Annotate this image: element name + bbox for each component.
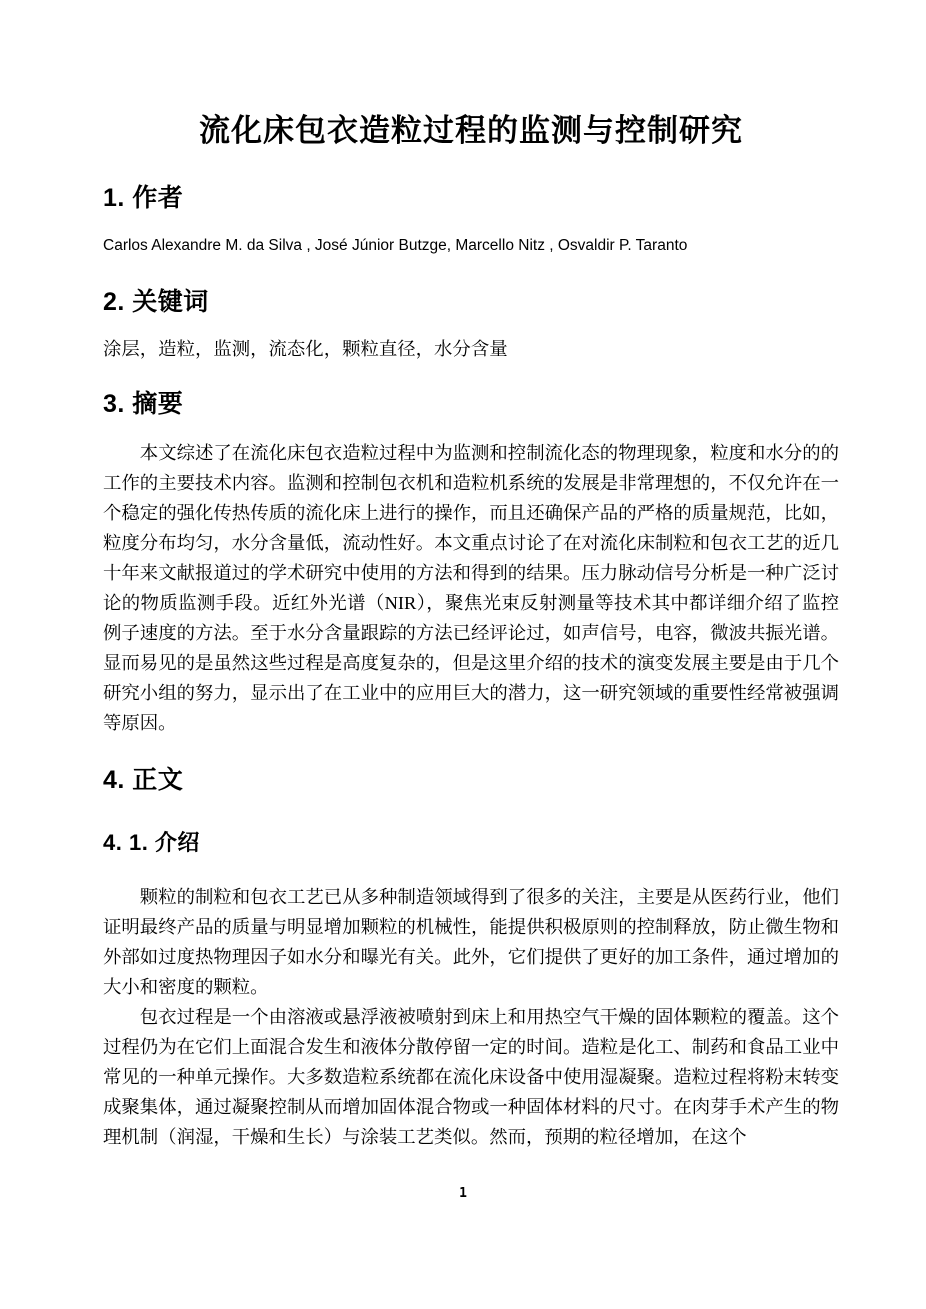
keywords-text: 涂层，造粒，监测，流态化，颗粒直径，水分含量 bbox=[103, 339, 508, 359]
heading-abstract: 3. 摘要 bbox=[103, 390, 184, 418]
authors-text: Carlos Alexandre M. da Silva , José Júnior Butzge, Marcello Nitz , Osvaldir P. Taranto bbox=[103, 237, 688, 254]
document-title: 流化床包衣造粒过程的监测与控制研究 bbox=[199, 113, 743, 148]
page-number: 1 bbox=[459, 1186, 467, 1201]
heading-main-text: 4. 正文 bbox=[103, 766, 184, 794]
heading-authors: 1. 作者 bbox=[103, 184, 184, 212]
abstract-paragraph: 本文综述了在流化床包衣造粒过程中为监测和控制流化态的物理现象，粒度和水分的的工作的主要技术内容。监测和控制包衣机和造粒机系统的发展是非常理想的，不仅允许在一个稳定的强化传热传质的流化床上进行的操作，而且还确保产品的严格的质量规范，比如，粒度分布均匀，水分含量低，流动性好。本文重点讨论了在对流化床制粒和包衣工艺的近几十年来文献报道过的学术研究中使用的方法和得到的结果。压力脉动信号分析是一种广泛讨论的物质监测手段。近红外光谱（NIR），聚焦光束反射测量等技术其中都详细介绍了监控例子速度的方法。至于水分含量跟踪的方法已经评论过，如声信号，电容，微波共振光谱。显而易见的是虽然这些过程是高度复杂的，但是这里介绍的技术的演变发展主要是由于几个研究小组的努力，显示出了在工业中的应用巨大的潜力，这一研究领域的重要性经常被强调等原因。 bbox=[103, 443, 839, 733]
heading-introduction: 4. 1. 介绍 bbox=[103, 830, 200, 855]
introduction-paragraph-1: 颗粒的制粒和包衣工艺已从多种制造领域得到了很多的关注，主要是从医药行业，他们证明最终产品的质量与明显增加颗粒的机械性，能提供积极原则的控制释放，防止微生物和外部如过度热物理因子如水分和曝光有关。此外，它们提供了更好的加工条件，通过增加的大小和密度的颗粒。 bbox=[103, 887, 839, 997]
introduction-paragraph-2: 包衣过程是一个由溶液或悬浮液被喷射到床上和用热空气干燥的固体颗粒的覆盖。这个过程仍为在它们上面混合发生和液体分散停留一定的时间。造粒是化工、制药和食品工业中常见的一种单元操作。大多数造粒系统都在流化床设备中使用湿凝聚。造粒过程将粉末转变成聚集体，通过凝聚控制从而增加固体混合物或一种固体材料的尺寸。在肉芽手术产生的物理机制（润湿，干燥和生长）与涂装工艺类似。然而，预期的粒径增加，在这个 bbox=[103, 1007, 839, 1147]
heading-keywords: 2. 关键词 bbox=[103, 288, 209, 316]
